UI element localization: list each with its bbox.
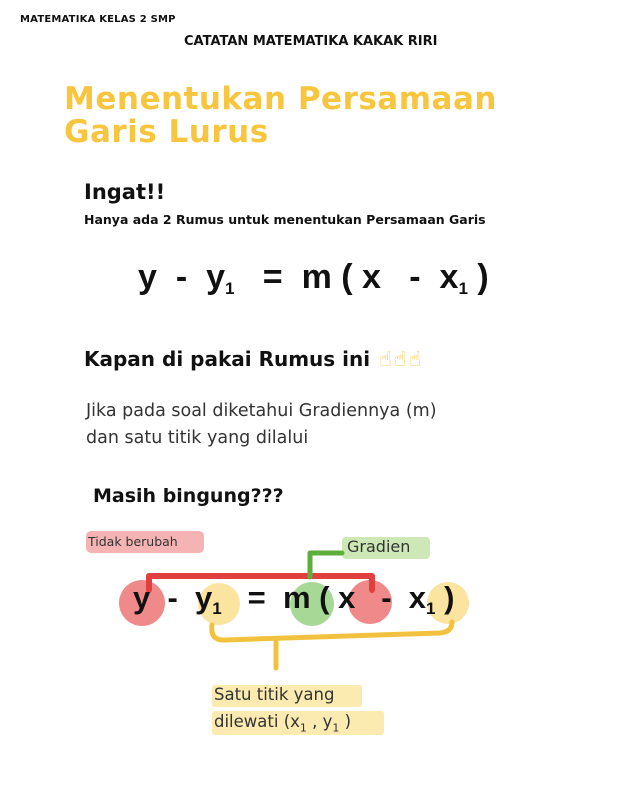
formula-x1-subscript: 1 (458, 279, 468, 298)
annotated-y: y (133, 580, 151, 615)
annotated-y1: $y_1$ (195, 580, 222, 618)
formula-minus-2: - (409, 258, 421, 296)
subject-label: MATEMATIKA KELAS 2 SMP (20, 14, 176, 25)
annotated-open-paren: ( (319, 580, 330, 615)
annotated-close-paren: ) (444, 580, 455, 615)
annotated-x1: $x_1$ (408, 580, 436, 618)
formula-y: y (138, 258, 157, 296)
annotated-m: m (282, 580, 311, 615)
tidak-berubah-label: Tidak berubah (88, 534, 178, 549)
annotated-minus-2: - (381, 580, 392, 615)
dilewati-y-subscript: 1 (332, 721, 340, 735)
pointing-hand-icon: ☝ (379, 347, 392, 371)
satu-titik-label: Satu titik yang (214, 685, 335, 704)
formula-open-paren: ( (341, 258, 353, 296)
formula-minus: - (175, 258, 188, 296)
formula-x: x (362, 258, 381, 296)
kapan-heading-text: Kapan di pakai Rumus ini (84, 347, 371, 371)
formula-equals: = (262, 258, 283, 296)
formula-x1: $x_1$ (439, 258, 468, 298)
notes-title: CATATAN MATEMATIKA KAKAK RIRI (184, 34, 438, 49)
ingat-heading: Ingat!! (84, 180, 166, 204)
annotated-minus: - (167, 580, 178, 615)
formula-close-paren: ) (477, 258, 489, 296)
formula-y1: $y_1$ (206, 258, 235, 298)
annotated-equals: = (247, 580, 266, 615)
gradien-label: Gradien (347, 537, 411, 556)
masih-bingung-heading: Masih bingung??? (93, 485, 284, 507)
dilewati-x-subscript: 1 (299, 721, 307, 735)
page-title-line-2: Garis Lurus (64, 114, 269, 150)
annotated-x1-subscript: 1 (426, 599, 436, 618)
page-title-line-1: Menentukan Persamaan (64, 81, 497, 117)
formula-y1-subscript: 1 (224, 279, 235, 298)
annotated-formula (133, 580, 454, 619)
annotated-y1-subscript: 1 (212, 599, 222, 618)
explanation-line-2: dan satu titik yang dilalui (86, 428, 309, 448)
yellow-bracket (212, 622, 452, 640)
formula-m: m (301, 258, 332, 296)
ingat-subtext: Hanya ada 2 Rumus untuk menentukan Persamaan Garis (84, 212, 486, 227)
pointing-hand-icon: ☝ (393, 347, 407, 371)
explanation-line-1: Jika pada soal diketahui Gradiennya (m) (86, 401, 437, 421)
pointing-hand-icon: ☝ (408, 347, 422, 371)
dilewati-label: dilewati ($x_1$ , $y_1$ ) (214, 712, 352, 735)
annotated-x: x (338, 580, 356, 615)
